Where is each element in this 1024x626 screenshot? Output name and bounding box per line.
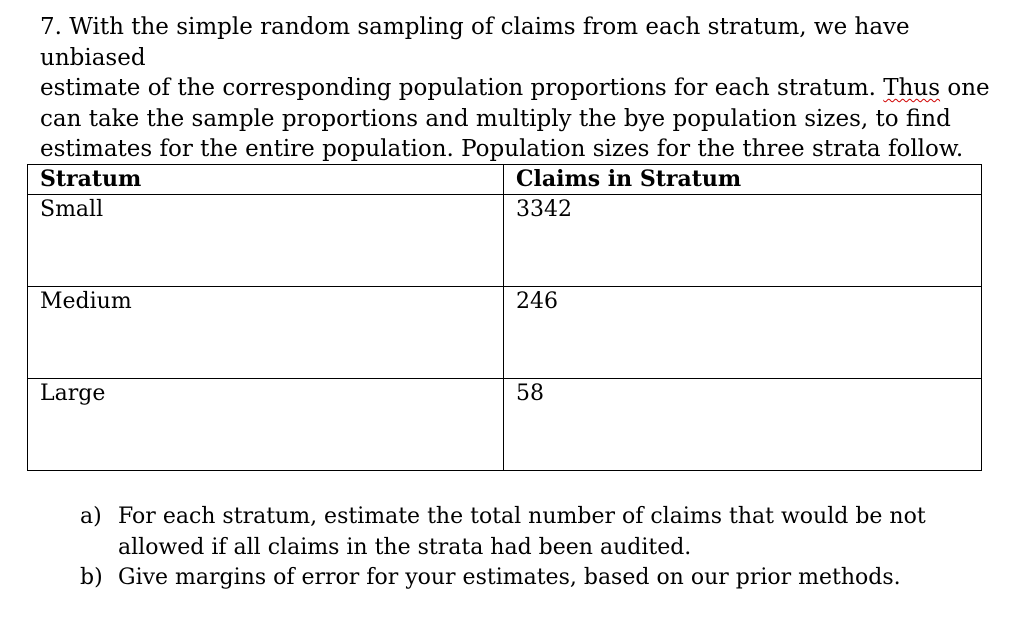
intro-line [40,73,1000,104]
table-row [28,287,982,379]
table-header-row [28,165,982,195]
intro-line: estimates for the entire population. Population sizes for the three strata follow. [40,136,964,162]
intro-line-text: one [947,75,990,101]
question-letter: a) [80,504,102,529]
question-b [80,563,980,594]
problem-statement [40,12,1000,165]
cell-stratum: Small [28,195,504,287]
question-a [80,502,980,563]
question-list [80,502,980,594]
intro-line-text: estimate of the corresponding population proportions for each stratum. [40,75,876,101]
strata-table [27,164,982,471]
cell-claims: 3342 [504,195,982,287]
intro-line: can take the sample proportions and multiply the bye population sizes, to find [40,105,951,132]
intro-line: 7. With the simple random sampling of claims from each stratum, we have unbiased [40,14,910,71]
question-text-line: For each stratum, estimate the total number of claims that would be not [118,504,926,529]
spellcheck-flagged-word: Thus [883,75,941,101]
cell-claims: 246 [504,287,982,379]
header-stratum: Stratum [28,165,504,195]
cell-stratum: Medium [28,287,504,379]
table-row [28,195,982,287]
cell-claims: 58 [504,379,982,471]
cell-stratum: Large [28,379,504,471]
question-text: Give margins of error for your estimates, based on our prior methods. [118,565,901,590]
question-text-line: allowed if all claims in the strata had been audited. [118,534,692,560]
question-text [118,502,980,563]
table-row [28,379,982,471]
header-claims-in-stratum: Claims in Stratum [504,165,982,195]
question-letter: b) [80,565,103,590]
